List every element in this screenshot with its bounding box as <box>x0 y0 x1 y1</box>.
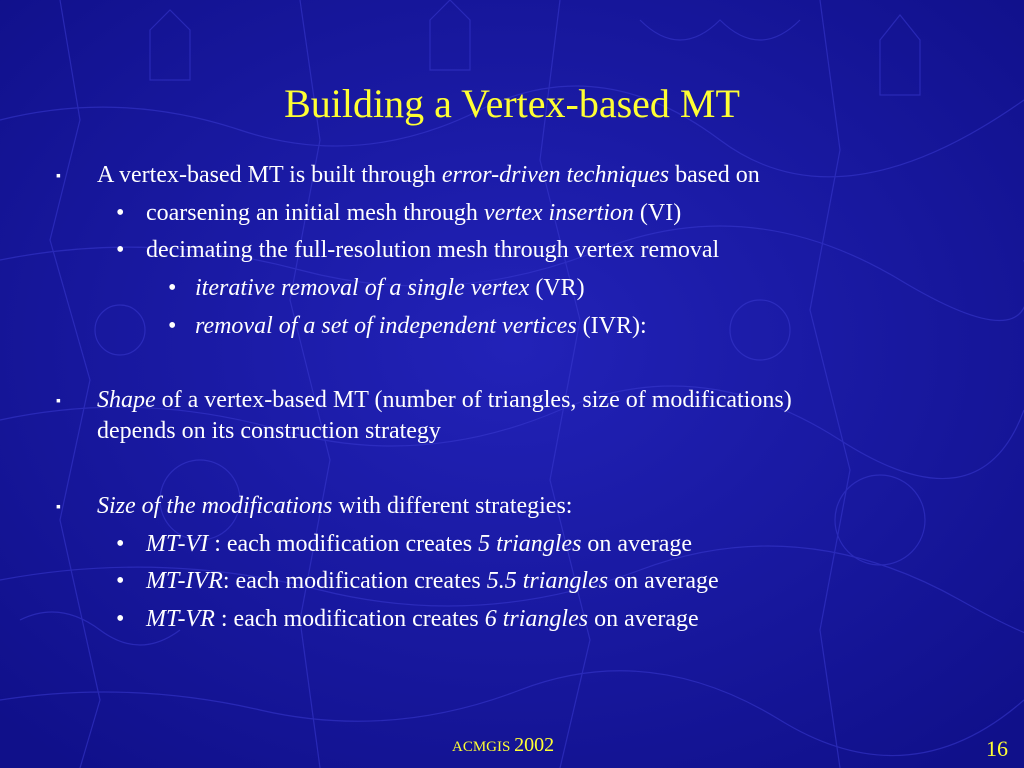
bullet-1-sub-1: coarsening an initial mesh through vertex insertion (VI) <box>146 200 682 226</box>
bullet-3: Size of the modifications with different strategies: <box>97 493 573 519</box>
bullet-3-sub-2: MT-IVR: each modification creates 5.5 triangles on average <box>146 568 719 594</box>
bullet-1-sub-2: decimating the full-resolution mesh through vertex removal <box>146 237 720 263</box>
bullet-1-sub-2-sub-1: iterative removal of a single vertex (VR) <box>195 275 585 301</box>
dot-bullet-icon: • <box>116 568 125 594</box>
dot-bullet-icon: • <box>116 606 125 632</box>
dot-bullet-icon: • <box>116 237 125 263</box>
bullet-3-sub-3: MT-VR : each modification creates 6 triangles on average <box>146 606 699 632</box>
bullet-2: Shape of a vertex-based MT (number of triangles, size of modifications) <box>97 387 792 413</box>
bullet-2-line-2: depends on its construction strategy <box>97 418 441 444</box>
footer-org: ACMGIS <box>452 739 511 755</box>
slide-footer <box>452 734 554 758</box>
footer-year: 2002 <box>514 734 555 756</box>
bullet-1-sub-2-sub-2: removal of a set of independent vertices (IVR): <box>195 313 647 339</box>
page-number: 16 <box>986 736 1008 761</box>
bullet-3-sub-1: MT-VI : each modification creates 5 triangles on average <box>146 531 693 557</box>
bullet-1: A vertex-based MT is built through error-driven techniques based on <box>97 162 760 188</box>
square-bullet-icon: ▪ <box>56 169 61 184</box>
dot-bullet-icon: • <box>168 313 177 339</box>
square-bullet-icon: ▪ <box>56 394 61 409</box>
square-bullet-icon: ▪ <box>56 500 61 515</box>
dot-bullet-icon: • <box>116 531 125 557</box>
dot-bullet-icon: • <box>168 275 177 301</box>
slide-title: Building a Vertex-based MT <box>284 81 740 126</box>
dot-bullet-icon: • <box>116 200 125 226</box>
